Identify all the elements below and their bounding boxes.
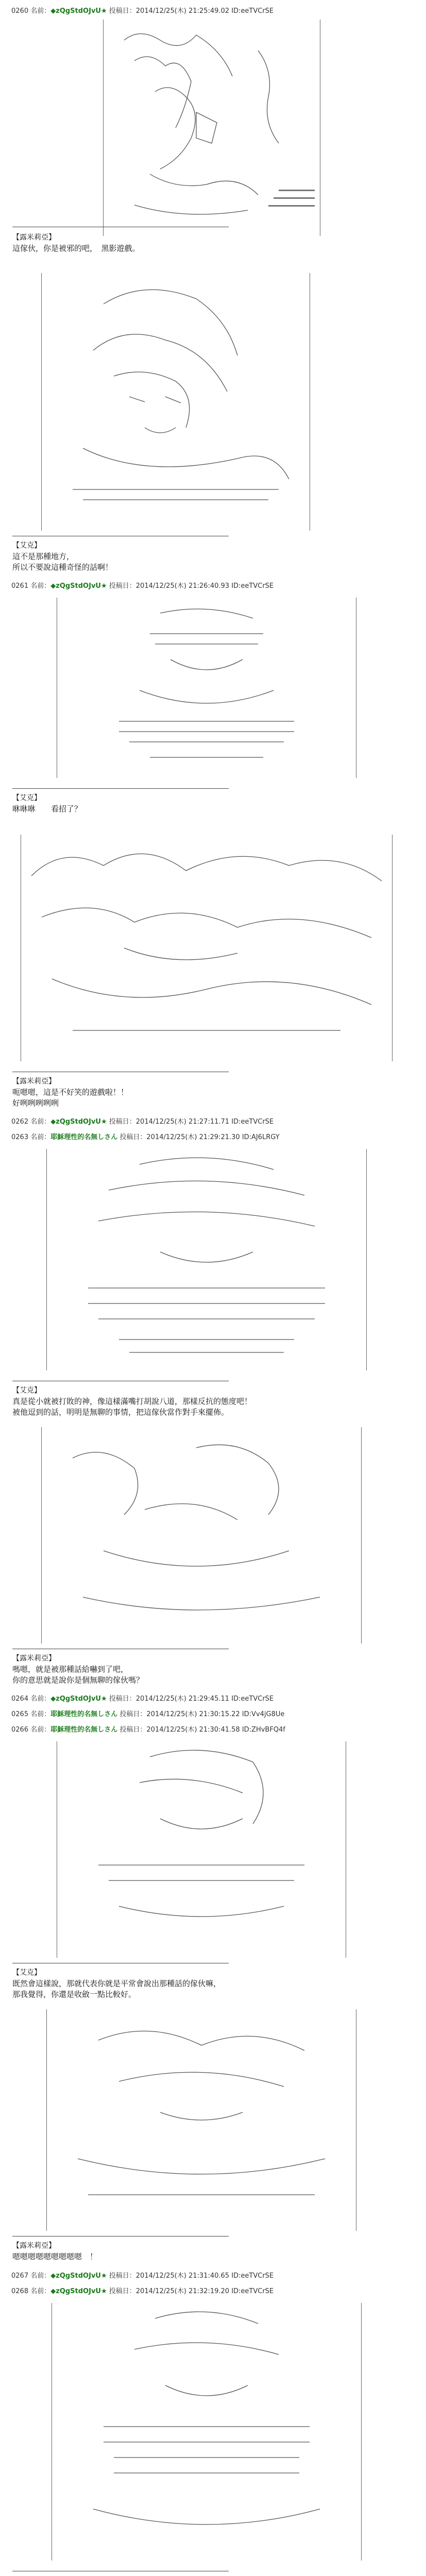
post-header <box>11 2272 413 2280</box>
ascii-art-figure <box>103 20 320 236</box>
dialogue-line: 那我覺得，你還是收斂一點比較好。 <box>12 1990 137 1999</box>
dialogue <box>12 804 414 815</box>
name-label: 名前： <box>30 1710 51 1718</box>
poster-name: ◆zQgStdOJvU★ <box>50 582 107 590</box>
dialogue-line: 所以不要說這種奇怪的話啊！ <box>12 563 113 572</box>
post-number: 0267 <box>11 2272 29 2280</box>
ascii-art-drawing <box>57 1741 346 1958</box>
poster-id: ID:eeTVCrSE <box>231 582 274 590</box>
poster-id: ID:ZHvBFQ4f <box>242 1726 285 1734</box>
post-date: 投稿日：2014/12/25(木) 21:26:40.93 <box>109 582 230 590</box>
post-date: 投稿日：2014/12/25(木) 21:29:45.11 <box>109 1695 230 1703</box>
post-number: 0264 <box>11 1695 29 1703</box>
dialogue <box>12 1396 414 1418</box>
ascii-art-drawing <box>52 2303 361 2561</box>
dialogue-line: 這傢伙，你是被邪的吧， 黑影遊戲。 <box>12 244 140 253</box>
poster-name: ◆zQgStdOJvU★ <box>50 1695 107 1703</box>
poster-id: ID:eeTVCrSE <box>231 2287 274 2295</box>
poster-id: ID:eeTVCrSE <box>231 1695 274 1703</box>
post-date: 投稿日：2014/12/25(木) 21:27:11.71 <box>109 1118 230 1126</box>
ascii-art-drawing <box>57 598 356 778</box>
speaker-label: 【露米莉亞】 <box>12 1077 56 1086</box>
name-label: 名前： <box>30 1118 51 1126</box>
dialogue-line: 被他逗到的話，明明是無聊的事情，把這傢伙當作對手來擺佈。 <box>12 1408 229 1417</box>
poster-id: ID:eeTVCrSE <box>231 1118 274 1126</box>
speaker-label: 【露米莉亞】 <box>12 233 56 242</box>
post-header <box>11 1710 413 1719</box>
name-label: 名前： <box>30 2272 51 2280</box>
dialogue-line: 嗎嗯，就是被那種話給嚇到了吧， <box>12 1665 129 1674</box>
dialogue-line: 真是從小就被打敗的神，像這樣滿嘴打胡說八道，那樣反抗的態度吧！ <box>12 1397 252 1406</box>
speaker-label: 【露米莉亞】 <box>12 1654 56 1663</box>
dialogue <box>12 243 414 254</box>
speaker-label: 【露米莉亞】 <box>12 2242 56 2250</box>
post-date: 投稿日：2014/12/25(木) 21:30:15.22 <box>120 1710 240 1718</box>
ascii-art-figure <box>57 1741 346 1958</box>
ascii-art-drawing <box>104 20 320 236</box>
post-header <box>11 2287 413 2296</box>
dialogue <box>12 1664 414 1686</box>
name-label: 名前： <box>30 7 51 15</box>
speaker-label: 【艾克】 <box>12 541 41 550</box>
post-number: 0266 <box>11 1726 29 1734</box>
post-header <box>11 582 413 590</box>
ascii-art-figure <box>41 273 310 531</box>
post-header <box>11 1695 413 1703</box>
ascii-art-figure <box>52 2303 362 2561</box>
post-header <box>11 1118 413 1126</box>
ascii-art-drawing <box>42 1427 361 1643</box>
poster-name: 耶穌理性的名無しさん <box>50 1133 118 1141</box>
post-date: 投稿日：2014/12/25(木) 21:32:19.20 <box>109 2287 230 2295</box>
dialogue-line: 你的意思就是說你是個無聊的傢伙嗎？ <box>12 1675 144 1685</box>
dialogue-line: 好咧咧咧咧咧 <box>12 1098 59 1108</box>
poster-name: ◆zQgStdOJvU★ <box>50 2272 107 2280</box>
poster-name: ◆zQgStdOJvU★ <box>50 2287 107 2295</box>
post-header <box>11 1133 413 1142</box>
post-number: 0260 <box>11 7 29 15</box>
post-date: 投稿日：2014/12/25(木) 21:30:41.58 <box>120 1726 240 1734</box>
post-number: 0265 <box>11 1710 29 1718</box>
name-label: 名前： <box>30 1133 51 1141</box>
ascii-art-drawing <box>47 2009 356 2231</box>
ascii-art-figure <box>46 2009 356 2231</box>
ascii-art-figure <box>41 1427 362 1643</box>
poster-id: ID:eeTVCrSE <box>231 2272 274 2280</box>
post-date: 投稿日：2014/12/25(木) 21:29:21.30 <box>120 1133 240 1141</box>
poster-id: ID:Vv4jG8Ue <box>242 1710 285 1718</box>
name-label: 名前： <box>30 2287 51 2295</box>
post-number: 0263 <box>11 1133 29 1141</box>
post-number: 0262 <box>11 1118 29 1126</box>
post-date: 投稿日：2014/12/25(木) 21:31:40.65 <box>109 2272 230 2280</box>
post-header <box>11 7 413 15</box>
post-number: 0261 <box>11 582 29 590</box>
dialogue-line: 既然會這樣說，那就代表你就是平常會說出那種話的傢伙嘛， <box>12 1979 221 1988</box>
section-divider <box>12 788 229 789</box>
dialogue-line: 呃嗯嗯，這是不好笑的遊戲啦！！ <box>12 1088 129 1097</box>
dialogue <box>12 2251 414 2262</box>
ascii-art-figure <box>21 835 393 1061</box>
post-header <box>11 1726 413 1734</box>
dialogue <box>12 551 414 573</box>
poster-name: 耶穌理性的名無しさん <box>50 1726 118 1734</box>
ascii-art-figure <box>57 598 356 778</box>
poster-id: ID:eeTVCrSE <box>231 7 274 15</box>
ascii-art-figure <box>46 1149 367 1370</box>
ascii-art-drawing <box>47 1149 366 1370</box>
poster-id: ID:AJ6LRGY <box>242 1133 280 1141</box>
dialogue-line: 咻咻咻 看招了？ <box>12 804 82 814</box>
name-label: 名前： <box>30 582 51 590</box>
name-label: 名前： <box>30 1695 51 1703</box>
speaker-label: 【艾克】 <box>12 1386 41 1395</box>
dialogue-line: 這不是那種地方， <box>12 552 75 561</box>
poster-name: ◆zQgStdOJvU★ <box>50 7 107 15</box>
post-number: 0268 <box>11 2287 29 2295</box>
post-date: 投稿日：2014/12/25(木) 21:25:49.02 <box>109 7 230 15</box>
poster-name: ◆zQgStdOJvU★ <box>50 1118 107 1126</box>
dialogue-line: 嗯嗯嗯嗯嗯嗯嗯嗯嗯 ！ <box>12 2252 98 2261</box>
ascii-art-drawing <box>21 835 392 1061</box>
dialogue <box>12 1978 414 2000</box>
dialogue <box>12 1087 414 1109</box>
speaker-label: 【艾克】 <box>12 794 41 802</box>
speaker-label: 【艾克】 <box>12 1969 41 1977</box>
name-label: 名前： <box>30 1726 51 1734</box>
poster-name: 耶穌理性的名無しさん <box>50 1710 118 1718</box>
ascii-art-drawing <box>42 273 310 531</box>
